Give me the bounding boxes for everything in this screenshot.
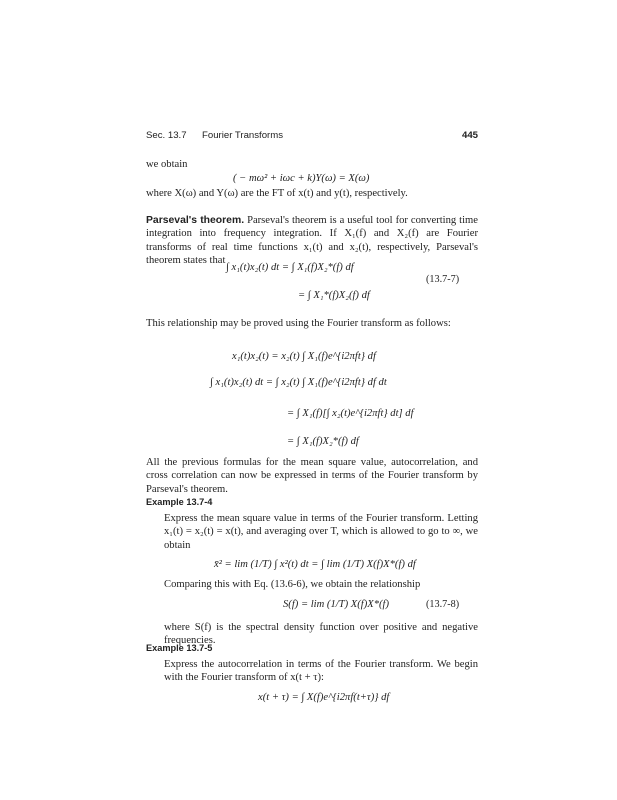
- equation-parseval-line1-text: ∫ x₁(t)x₂(t) dt = ∫ X₁(f)X₂*(f) df: [226, 262, 354, 273]
- example-13-7-4-text: Express the mean square value in terms of the Fourier transform. Letting x₁(t) = x₂(t) = x(t), and averaging over T, which is allowed to go to ∞, we obtain: [164, 513, 478, 551]
- equation-mean-square-text: x̄² = lim (1/T) ∫ x²(t) dt = ∫ lim (1/T) X(f)X*(f) df: [214, 559, 416, 570]
- example-13-7-5-label: Example 13.7-5: [146, 643, 213, 653]
- equation-proof-line4: [287, 436, 359, 447]
- equation-parseval-line2-text: = ∫ X₁*(f)X₂(f) df: [298, 290, 370, 301]
- equation-mean-square: [214, 559, 416, 570]
- equation-proof-line4-text: = ∫ X₁(f)X₂*(f) df: [287, 436, 359, 447]
- intro-text: we obtain: [146, 159, 188, 170]
- equation-number-13-7-7: (13.7-7): [426, 274, 460, 285]
- compare-text: Comparing this with Eq. (13.6-6), we obtain the relationship: [164, 579, 421, 590]
- equation-shift-text: x(t + τ) = ∫ X(f)e^{i2πf(t+τ)} df: [258, 692, 390, 703]
- equation-parseval-line2: [298, 290, 370, 301]
- section-number: Sec. 13.7: [146, 130, 187, 141]
- equation-proof-line3-text: = ∫ X₁(f)[∫ x₂(t)e^{i2πft} dt] df: [287, 408, 414, 419]
- example-13-7-5-text: Express the autocorrelation in terms of the Fourier transform. We begin with the Fourier transform of x(t + τ):: [164, 659, 478, 684]
- equation-proof-line2: [210, 377, 387, 388]
- equation-proof-line3: [287, 408, 414, 419]
- running-header: [146, 130, 478, 144]
- spectral-where-text: where S(f) is the spectral density function over positive and negative frequencies.: [164, 622, 478, 647]
- equation-proof-line1-text: x₁(t)x₂(t) = x₂(t) ∫ X₁(f)e^{i2πft} df: [232, 351, 376, 362]
- equation-spectral-density: [283, 599, 389, 610]
- equation-spectral-density-text: S(f) = lim (1/T) X(f)X*(f): [283, 599, 389, 610]
- equation-motion: [233, 173, 369, 184]
- parseval-heading: Parseval's theorem.: [146, 215, 245, 226]
- section-title: Fourier Transforms: [202, 130, 284, 141]
- equation-number-13-7-8: (13.7-8): [426, 599, 460, 610]
- equation-proof-line1: [232, 351, 376, 362]
- page-number: 445: [461, 130, 478, 141]
- parseval-text: Parseval's theorem is a useful tool for converting time integration into frequency integration. If X₁(f) and X₂(f) are Fourier transforms of real time functions x₁(t) and x₂(t), respectively, Parseval's theorem states that: [146, 215, 478, 267]
- equation-motion-text: ( − mω² + iωc + k)Y(ω) = X(ω): [233, 173, 370, 184]
- summary-paragraph: All the previous formulas for the mean square value, autocorrelation, and cross correlation can now be expressed in terms of the Fourier transform by Parseval's theorem.: [146, 457, 478, 495]
- equation-proof-line2-text: ∫ x₁(t)x₂(t) dt = ∫ x₂(t) ∫ X₁(f)e^{i2πft} df dt: [210, 377, 387, 388]
- example-13-7-4-label: Example 13.7-4: [146, 497, 213, 507]
- equation-parseval-line1: [226, 262, 354, 273]
- equation-shift: [258, 692, 389, 703]
- parseval-paragraph: [146, 214, 478, 268]
- proof-intro: This relationship may be proved using the Fourier transform as follows:: [146, 318, 451, 329]
- where-paragraph: where X(ω) and Y(ω) are the FT of x(t) and y(t), respectively.: [146, 188, 408, 199]
